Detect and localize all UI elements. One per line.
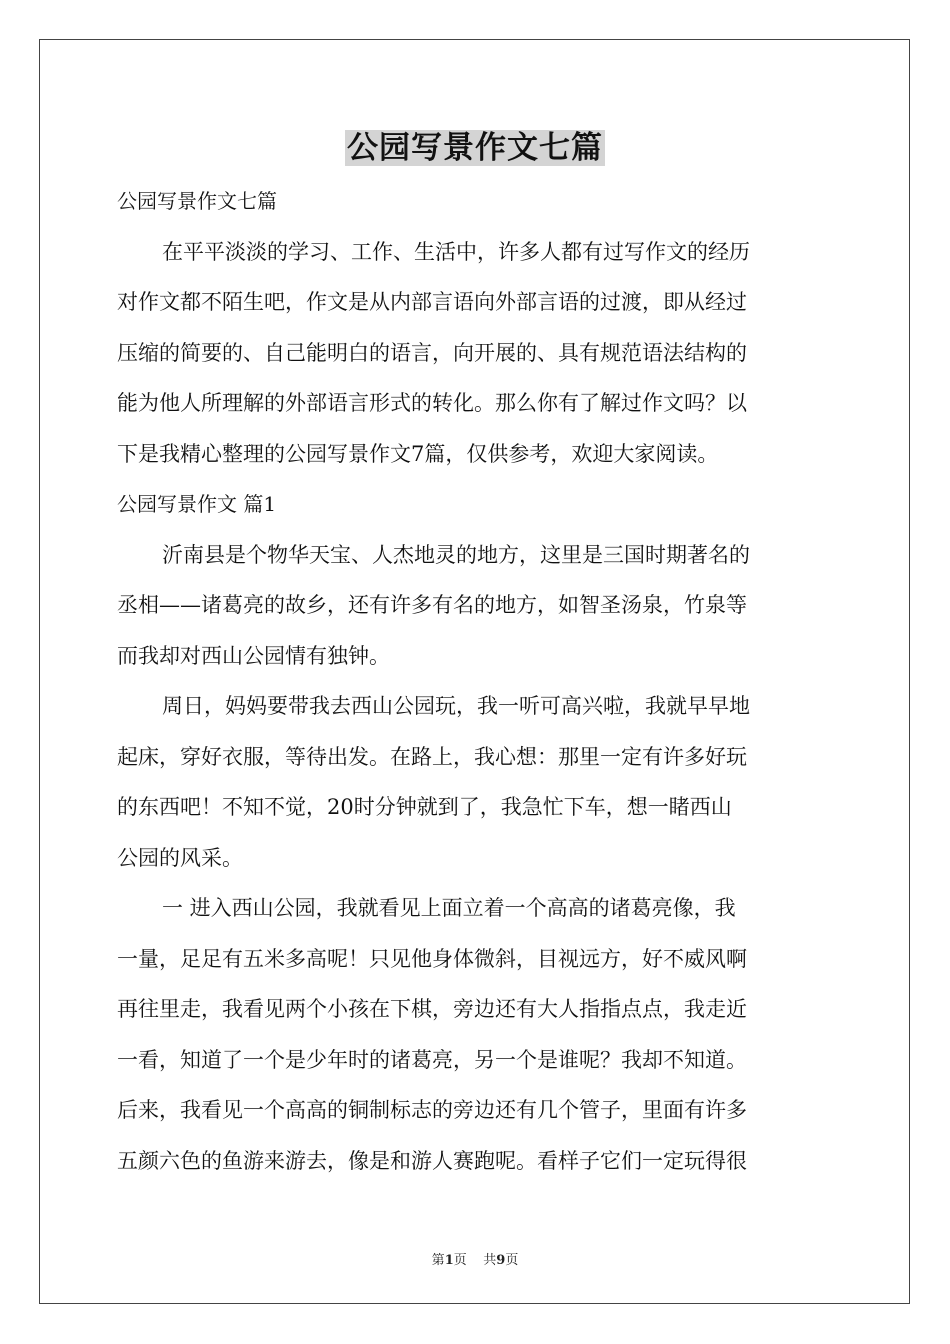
- line-13: 的东西吧！不知不觉，20时分钟就到了，我急忙下车，想一睹西山: [117, 795, 732, 819]
- line-12: 起床，穿好衣服，等待出发。在路上，我心想：那里一定有许多好玩: [117, 744, 747, 769]
- page-footer: [0, 1249, 950, 1268]
- footer-current-page: 1: [444, 1253, 454, 1268]
- line-1: 公园写景作文七篇: [117, 189, 277, 213]
- line-9: 丞相——诸葛亮的故乡，还有许多有名的地方，如智圣汤泉，竹泉等: [117, 593, 747, 617]
- line-20: 五颜六色的鱼游来游去，像是和游人赛跑呢。看样子它们一定玩得很: [117, 1148, 747, 1173]
- line-5: 能为他人所理解的外部语言形式的转化。那么你有了解过作文吗？以: [117, 391, 747, 415]
- line-18: 一看，知道了一个是少年时的诸葛亮，另一个是谁呢？我却不知道。: [117, 1047, 747, 1072]
- line-11: 周日，妈妈要带我去西山公园玩，我一听可高兴啦，我就早早地: [162, 694, 750, 718]
- line-16: 一量，足足有五米多高呢！只见他身体微斜，目视远方，好不威风啊: [117, 946, 747, 971]
- line-7: 公园写景作文 篇1: [117, 492, 277, 516]
- footer-total-pages: 9: [496, 1253, 506, 1268]
- line-8: 沂南县是个物华天宝、人杰地灵的地方，这里是三国时期著名的: [162, 542, 750, 567]
- line-19: 后来，我看见一个高高的铜制标志的旁边还有几个管子，里面有许多: [117, 1098, 747, 1122]
- document-title-text: 公园写景作文七篇: [347, 130, 603, 166]
- line-17: 再往里走，我看见两个小孩在下棋，旁边还有大人指指点点，我走近: [117, 997, 747, 1021]
- document-title: [0, 126, 950, 170]
- line-2: 在平平淡淡的学习、工作、生活中，许多人都有过写作文的经历: [162, 239, 750, 264]
- line-4: 压缩的简要的、自己能明白的语言，向开展的、具有规范语法结构的: [117, 340, 747, 365]
- line-6: 下是我精心整理的公园写景作文7篇，仅供参考，欢迎大家阅读。: [117, 441, 719, 466]
- line-3: 对作文都不陌生吧，作文是从内部言语向外部言语的过渡，即从经过: [117, 290, 747, 314]
- document-body: [117, 176, 837, 1186]
- line-10: 而我却对西山公园情有独钟。: [117, 643, 390, 668]
- footer-suffix: 页: [505, 1253, 519, 1268]
- line-15: 一 进入西山公园，我就看见上面立着一个高高的诸葛亮像，我: [162, 896, 736, 920]
- line-14: 公园的风采。: [117, 845, 243, 870]
- footer-prefix: 第: [431, 1253, 445, 1268]
- footer-mid: 页 共: [453, 1253, 497, 1268]
